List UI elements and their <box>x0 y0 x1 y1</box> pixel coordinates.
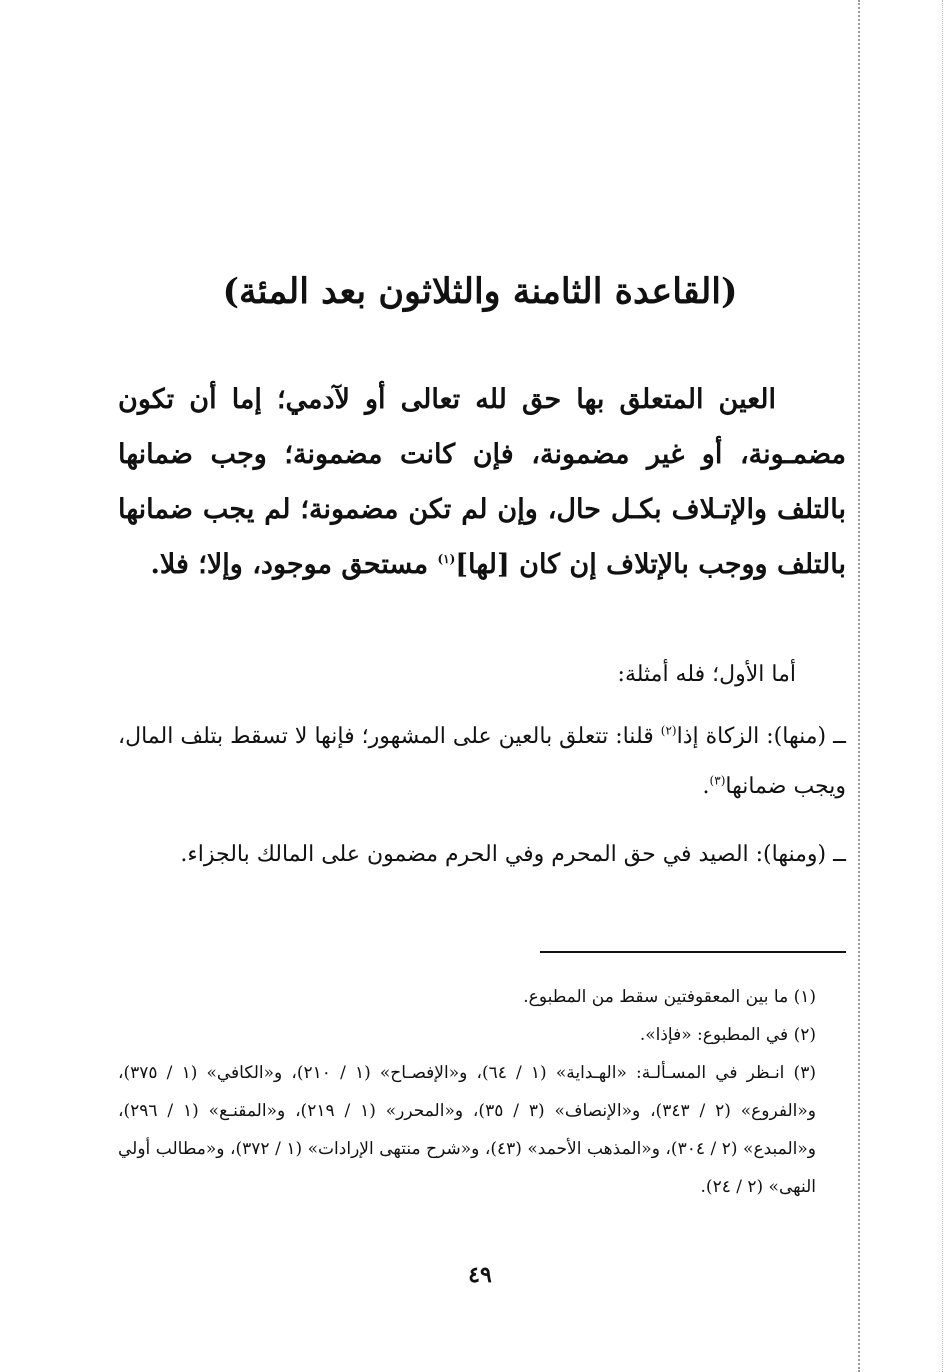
footnote-2: (٢) في المطبوع: «فإذا». <box>639 1025 816 1045</box>
rule-text-end: مستحق موجود، وإلا؛ فلا. <box>150 549 438 580</box>
rule-title: (القاعدة الثامنة والثلاثون بعد المئة) <box>222 271 738 312</box>
rule-text-main: العين المتعلق بها حق لله تعالى أو لآدمي؛ إما أن تكون مضمـونة، أو غير مضمونة، فإن كانت مضمونة؛ وجب ضمانها بالتلف والإتـلاف بكـل حال، وإن لم تكن مضمونة؛ لم يجب ضمانها بالتلف ووجب بالإتلاف إن كان [لها] <box>118 384 846 580</box>
footnotes <box>118 978 846 1206</box>
example-hunting: ــ (ومنها): الصيد في حق المحرم وفي الحرم مضمون على المالك بالجزاء. <box>180 842 846 867</box>
page-number: ٤٩ <box>468 1262 492 1288</box>
example-zakat <box>118 712 846 812</box>
page-edge-dotted-line-outer <box>942 0 943 1372</box>
example-zakat-end: . <box>702 774 710 799</box>
footnote-3: (٣) انـظر في المسـألـة: «الهـداية» (١ / ٦٤)، و«الإفصـاح» (١ / ٢١٠)، و«الكافي» (١ / ٣٧٥)، و«الفروع» (٢ / ٣٤٣)، و«الإنصاف» (٣ / ٣٥)، و«المحرر» (١ / ٢١٩)، و«المقنـع» (١ / ٢٩٦)، و«المبدع» (٢ / ٣٠٤)، و«المذهب الأحمد» (٤٣)، و«شرح منتهى الإرادات» (١ / ٣٧٢)، و«مطالب أولي النهى» (٢ / ٢٤). <box>118 1063 816 1197</box>
footnote-ref-1: (١) <box>437 552 456 566</box>
rule-statement <box>118 372 846 592</box>
footnote-ref-3: (٣) <box>709 773 726 788</box>
footnote-1: (١) ما بين المعقوفتين سقط من المطبوع. <box>523 987 816 1007</box>
example-zakat-start: ــ (منها): الزكاة إذا <box>676 724 846 749</box>
page-edge-dotted-line <box>858 0 860 1372</box>
footnote-ref-2: (٢) <box>660 723 677 738</box>
example-zakat-middle: قلنا: تتعلق بالعين على المشهور؛ فإنها لا تسقط بتلف المال، ويجب ضمانها <box>118 724 846 799</box>
footnote-separator <box>540 951 846 953</box>
examples-intro: أما الأول؛ فله أمثلة: <box>617 662 796 687</box>
